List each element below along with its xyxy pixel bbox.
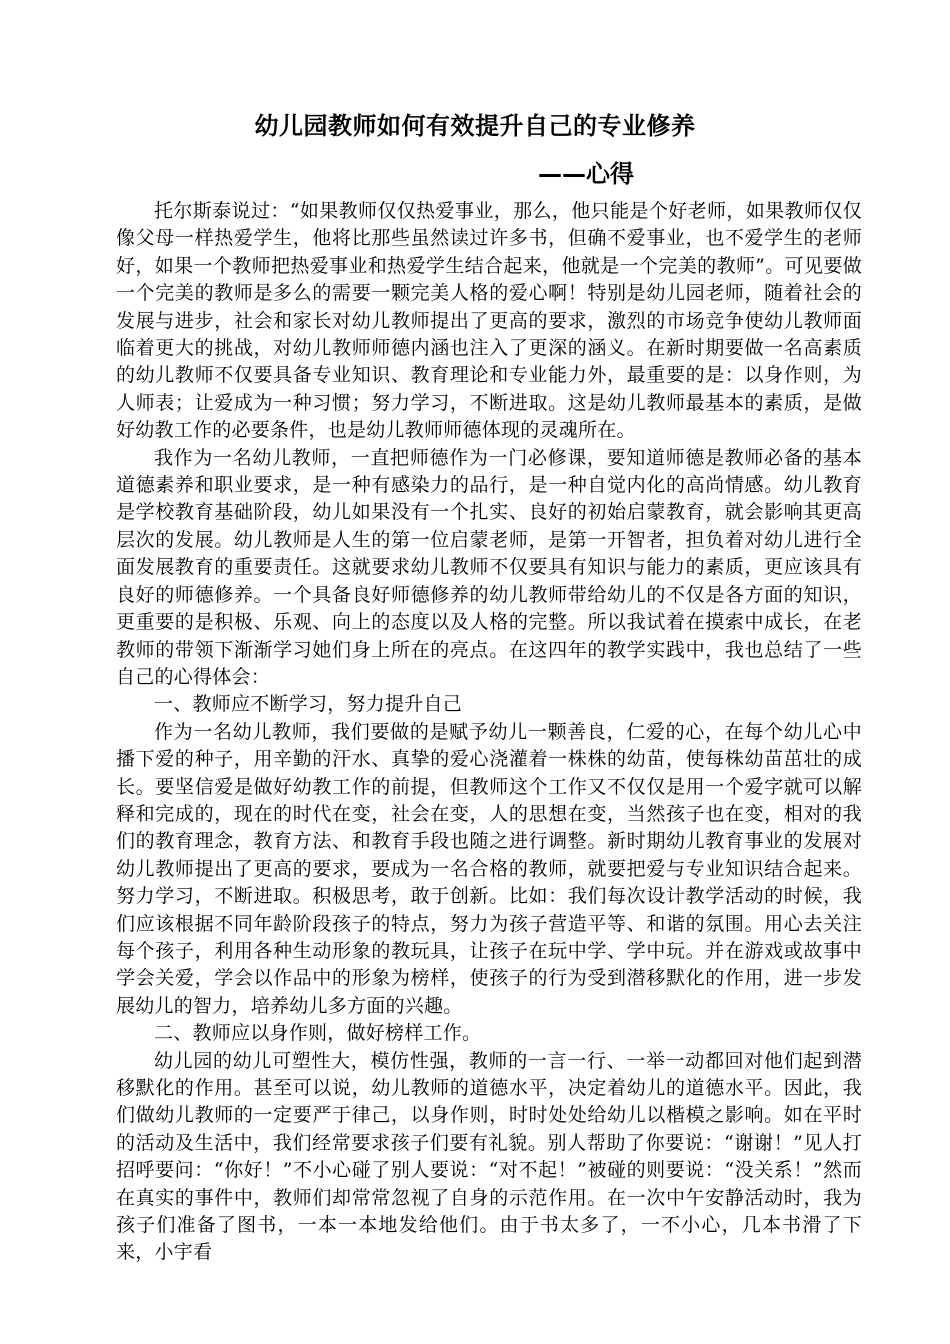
- document-body: [116, 198, 862, 1267]
- document-title: 幼儿园教师如何有效提升自己的专业修养: [254, 112, 696, 140]
- paragraph-section-2: 幼儿园的幼儿可塑性大，模仿性强，教师的一言一行、一举一动都回对他们起到潜移默化的作用。甚至可以说，幼儿教师的道德水平，决定着幼儿的道德水平。因此，我们做幼儿教师的一定要严于律己，以身作则，时时处处给幼儿以楷模之影响。如在平时的活动及生活中，我们经常要求孩子们要有礼貌。别人帮助了你要说：“谢谢！”见人打招呼要问：“你好！”不小心碰了别人要说：“对不起！”被碰的则要说：“没关系！”然而在真实的事件中，教师们却常常忽视了自身的示范作用。在一次中午安静活动时，我为孩子们准备了图书，一本一本地发给他们。由于书太多了，一不小心，几本书滑了下来，小宇看: [116, 1049, 862, 1264]
- paragraph-section-1: 作为一名幼儿教师，我们要做的是赋予幼儿一颗善良，仁爱的心，在每个幼儿心中播下爱的种子，用辛勤的汗水、真挚的爱心浇灌着一株株的幼苗，使每株幼苗茁壮的成长。要坚信爱是做好幼教工作的前提，但教师这个工作又不仅仅是用一个爱字就可以解释和完成的，现在的时代在变，社会在变，人的思想在变，当然孩子也在变，相对的我们的教育理念，教育方法、和教育手段也随之进行调整。新时期幼儿教育事业的发展对幼儿教师提出了更高的要求，要成为一名合格的教师，就要把爱与专业知识结合起来。努力学习，不断进取。积极思考，敢于创新。比如：我们每次设计教学活动的时候，我们应该根据不同年龄阶段孩子的特点，努力为孩子营造平等、和谐的氛围。用心去关注每个孩子，利用各种生动形象的教玩具，让孩子在玩中学、学中玩。并在游戏或故事中学会关爱，学会以作品中的形象为榜样，使孩子的行为受到潜移默化的作用，进一步发展幼儿的智力，培养幼儿多方面的兴趣。: [116, 720, 862, 1017]
- section-heading-1: 一、教师应不断学习，努力提升自己: [154, 693, 463, 716]
- paragraph-teacher-ethics: 我作为一名幼儿教师，一直把师德作为一门必修课，要知道师德是教师必备的基本道德素养和职业要求，是一种有感染力的品行，是一种自觉内化的高尚情感。幼儿教育是学校教育基础阶段，幼儿如果没有一个扎实、良好的初始启蒙教育，就会影响其更高层次的发展。幼儿教师是人生的第一位启蒙老师，是第一开智者，担负着对幼儿进行全面发展教育的重要责任。这就要求幼儿教师不仅要具有知识与能力的素质，更应该具有良好的师德修养。一个具备良好师德修养的幼儿教师带给幼儿的不仅是各方面的知识，更重要的是积极、乐观、向上的态度以及人格的完整。所以我试着在摸索中成长，在老教师的带领下渐渐学习她们身上所在的亮点。在这四年的教学实践中，我也总结了一些自己的心得体会：: [116, 446, 862, 688]
- document-subtitle: ——心得: [538, 160, 634, 188]
- section-heading-2: 二、教师应以身作则，做好榜样工作。: [154, 1022, 482, 1045]
- paragraph-intro: 托尔斯泰说过：“如果教师仅仅热爱事业，那么，他只能是个好老师，如果教师仅仅像父母一样热爱学生，他将比那些虽然读过许多书，但确不爱事业，也不爱学生的老师好，如果一个教师把热爱事业和热爱学生结合起来，他就是一个完美的教师”。可见要做一个完美的教师是多么的需要一颗完美人格的爱心啊！特别是幼儿园老师，随着社会的发展与进步，社会和家长对幼儿教师提出了更高的要求，激烈的市场竞争使幼儿教师面临着更大的挑战，对幼儿教师师德内涵也注入了更深的涵义。在新时期要做一名高素质的幼儿教师不仅要具备专业知识、教育理论和专业能力外，最重要的是：以身作则，为人师表；让爱成为一种习惯；努力学习，不断进取。这是幼儿教师最基本的素质，是做好幼教工作的必要条件，也是幼儿教师师德体现的灵魂所在。: [116, 200, 862, 442]
